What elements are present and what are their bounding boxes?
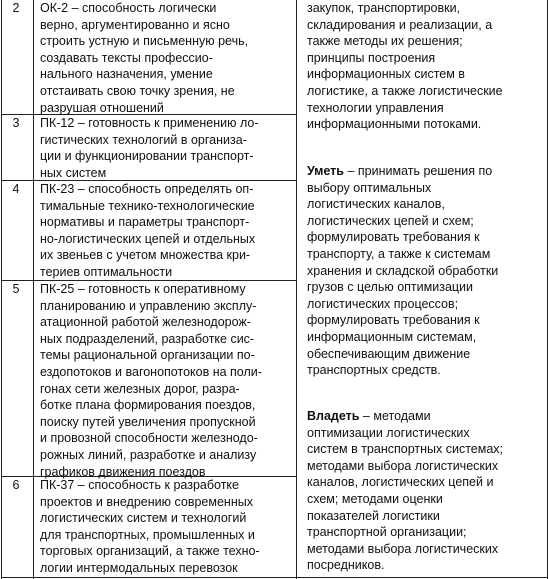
- competency-text: ПК-23 – способность определять оп- тимальные технико-технологические нормативы и параметры транспорт- но-логистических цепей и отдельных их звеньев с учетом множества кри- териев оптимальности: [40, 182, 256, 279]
- table-bottom-border: [1, 577, 548, 578]
- row-number: 3: [12, 116, 20, 130]
- possess-label: Владеть: [307, 409, 360, 423]
- table-divider-num: [33, 0, 34, 579]
- competency-text: ОК-2 – способность логически верно, аргументированно и ясно строить устную и письменную речь, создавать тексты профессио- нального назначения, умение отстаивать свою точку зрения, не разрушая отношений: [40, 1, 249, 115]
- competency-text: ПК-25 – готовность к оперативному планированию и управлению эксплу- атационной работой железнодорож- ных подразделений, разработке сис- темы рациональной организации по- ездопотоков и вагонопотоков на поли- гонах сети железных дорог, разра- ботке плана формирования поездов, поиску путей увеличения пропускной и провозной способности железнодо- рожных линий, разработке и анализу графиков движения поездов: [40, 282, 262, 479]
- table-divider-right: [296, 0, 297, 579]
- can-text: – принимать решения по выбору оптимальных логистических каналов, логистических цепей и схем; формулировать требования к транспорту, а также к системам хранения и складской обработки грузов с целью оптимизации логистических процессов; формулировать требования к информационным системам, обеспечивающим движение транспортных средств.: [307, 164, 499, 378]
- table-border-right: [547, 0, 548, 579]
- row-number: 5: [12, 282, 20, 296]
- know-continuation: закупок, транспортировки, складирования и реализации, а также методы их решения; принципы построения информационных систем в логистике, а также логистические технологии управления информационными потоками.: [307, 1, 503, 132]
- competency-text: ПК-12 – готовность к применению ло- гистических технологий в организа- ции и функционировании транспорт- ных систем: [40, 116, 259, 180]
- row-number: 4: [12, 182, 20, 196]
- can-label: Уметь: [307, 164, 344, 178]
- row-number: 2: [12, 1, 20, 15]
- row-number: 6: [12, 478, 20, 492]
- can-paragraph: [307, 163, 547, 379]
- competency-text: ПК-37 – способность к разработке проектов и внедрению современных логистических систем и технологий для транспортных, промышленных и торговых организаций, а также техно- логии интермодальных перевозок: [40, 478, 260, 575]
- possess-paragraph: [307, 408, 547, 574]
- possess-text: – методами оптимизации логистических систем в транспортных системах; методами выбора логистических каналов, логистических цепей и схем; методами оценки показателей логистики транспортной организации; методами выбора логистических посредников.: [307, 409, 504, 573]
